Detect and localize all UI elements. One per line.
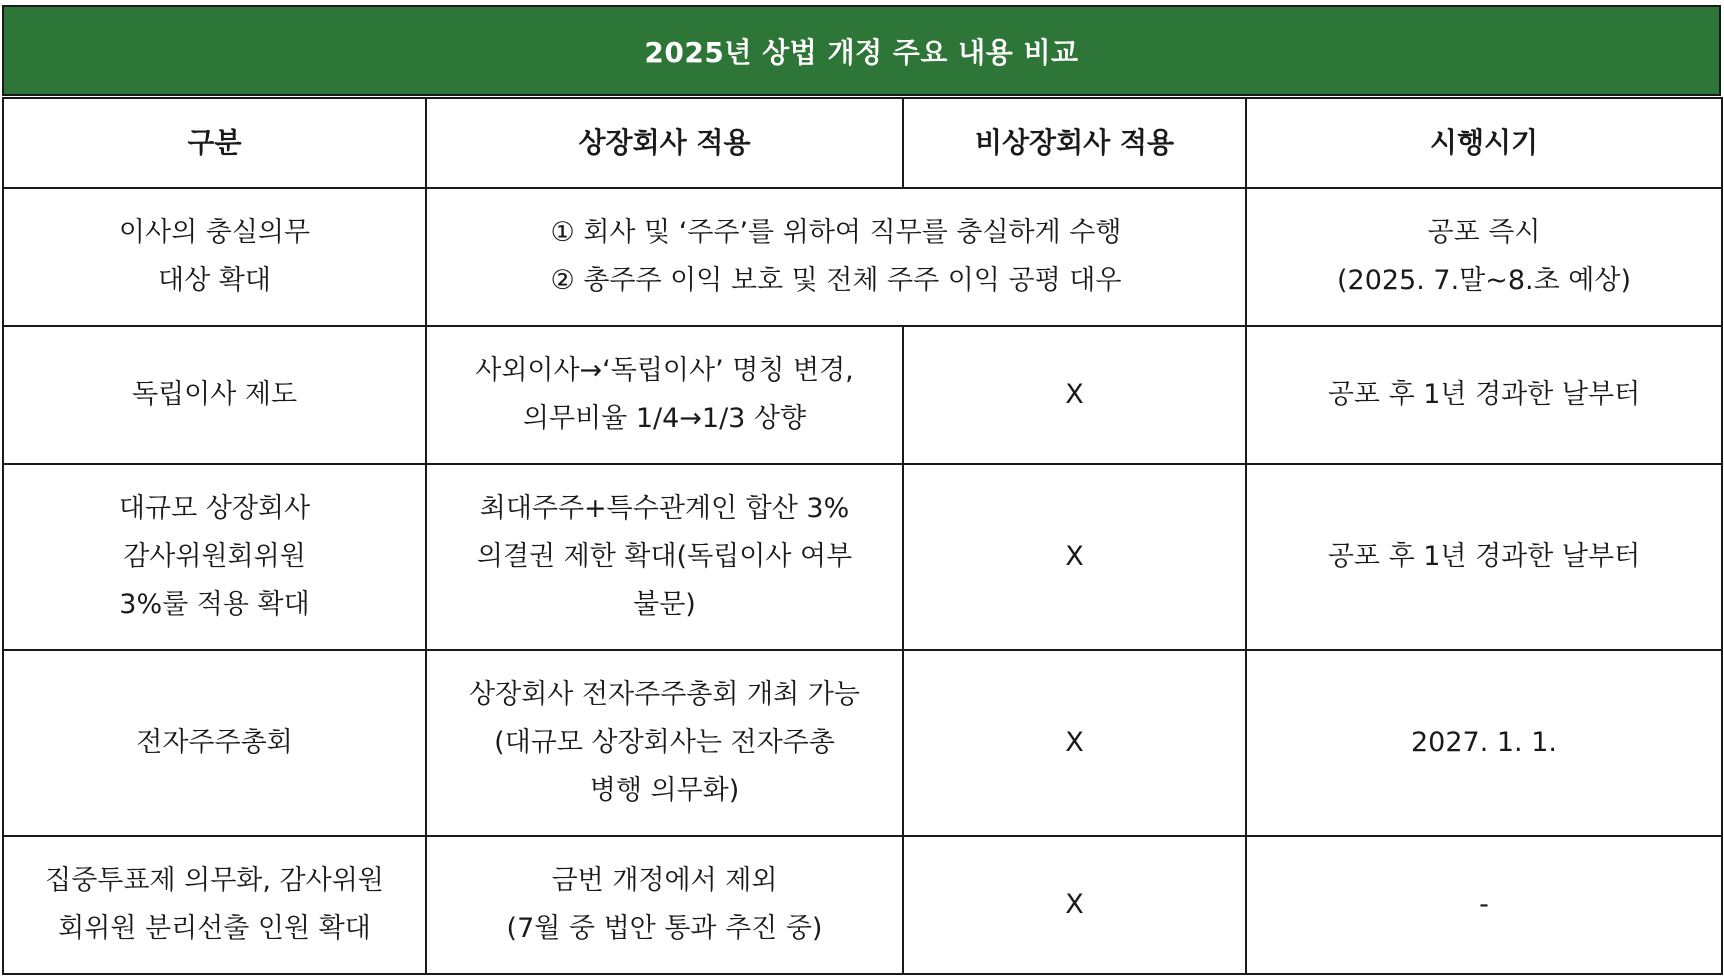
cell-text-line: 전자주주총회	[136, 727, 293, 758]
table-row	[3, 836, 1722, 974]
cell-timing	[1246, 188, 1722, 326]
cell-timing	[1246, 836, 1722, 974]
cell-text-line: 대상 확대	[158, 265, 271, 296]
table-row	[3, 464, 1722, 650]
cell-text-line: 독립이사 제도	[131, 379, 298, 410]
cell-text-line: 집중투표제 의무화, 감사위원	[45, 865, 384, 896]
cell-unlisted: X	[903, 464, 1246, 650]
comparison-table	[2, 97, 1723, 975]
cell-text-line: 의결권 제한 확대(독립이사 여부	[476, 541, 853, 572]
table-row	[3, 326, 1722, 464]
cell-text-line: 사외이사→‘독립이사’ 명칭 변경,	[475, 355, 854, 386]
cell-category	[3, 188, 426, 326]
table-title: 2025년 상법 개정 주요 내용 비교	[2, 5, 1721, 96]
cell-text-line: 병행 의무화)	[589, 775, 740, 806]
cell-text-line: 감사위원회위원	[123, 541, 306, 572]
cell-text-line: 상장회사 전자주주총회 개최 가능	[469, 679, 860, 710]
header-listed: 상장회사 적용	[426, 98, 903, 188]
cell-category	[3, 464, 426, 650]
cell-text-line: -	[1479, 889, 1489, 920]
cell-unlisted: X	[903, 650, 1246, 836]
cell-text-line: 이사의 충실의무	[118, 217, 311, 248]
cell-text-line: 3%룰 적용 확대	[119, 589, 310, 620]
cell-text-line: 불문)	[633, 589, 696, 620]
cell-text-line: (2025. 7.말~8.초 예상)	[1336, 265, 1631, 296]
header-row	[3, 98, 1722, 188]
cell-unlisted: X	[903, 326, 1246, 464]
cell-text-line: 공포 즉시	[1427, 217, 1541, 248]
cell-text-line: 최대주주+특수관계인 합산 3%	[479, 493, 850, 524]
cell-timing	[1246, 650, 1722, 836]
cell-timing	[1246, 464, 1722, 650]
cell-text-line: 대규모 상장회사	[118, 493, 311, 524]
cell-text-line: 공포 후 1년 경과한 날부터	[1327, 379, 1641, 410]
cell-text-line: (7월 중 법안 통과 추진 중)	[506, 913, 823, 944]
cell-listed	[426, 650, 903, 836]
cell-listed	[426, 326, 903, 464]
table-row	[3, 188, 1722, 326]
cell-category	[3, 650, 426, 836]
cell-text-line: 의무비율 1/4→1/3 상향	[522, 403, 807, 434]
cell-listed	[426, 836, 903, 974]
header-timing: 시행시기	[1246, 98, 1722, 188]
cell-timing	[1246, 326, 1722, 464]
cell-category	[3, 836, 426, 974]
header-unlisted: 비상장회사 적용	[903, 98, 1246, 188]
cell-category	[3, 326, 426, 464]
cell-text-line: (대규모 상장회사는 전자주총	[494, 727, 835, 758]
cell-text-line: 공포 후 1년 경과한 날부터	[1327, 541, 1641, 572]
cell-text-line: 2027. 1. 1.	[1411, 727, 1557, 758]
cell-text-line: 금번 개정에서 제외	[551, 865, 778, 896]
header-category: 구분	[3, 98, 426, 188]
cell-unlisted: X	[903, 836, 1246, 974]
cell-text-line: ② 총주주 이익 보호 및 전체 주주 이익 공평 대우	[550, 265, 1122, 296]
cell-text-line: ① 회사 및 ‘주주’를 위하여 직무를 충실하게 수행	[550, 217, 1122, 248]
cell-text-line: 회위원 분리선출 인원 확대	[58, 913, 371, 944]
cell-listed	[426, 464, 903, 650]
cell-merged-application	[426, 188, 1246, 326]
table-row	[3, 650, 1722, 836]
